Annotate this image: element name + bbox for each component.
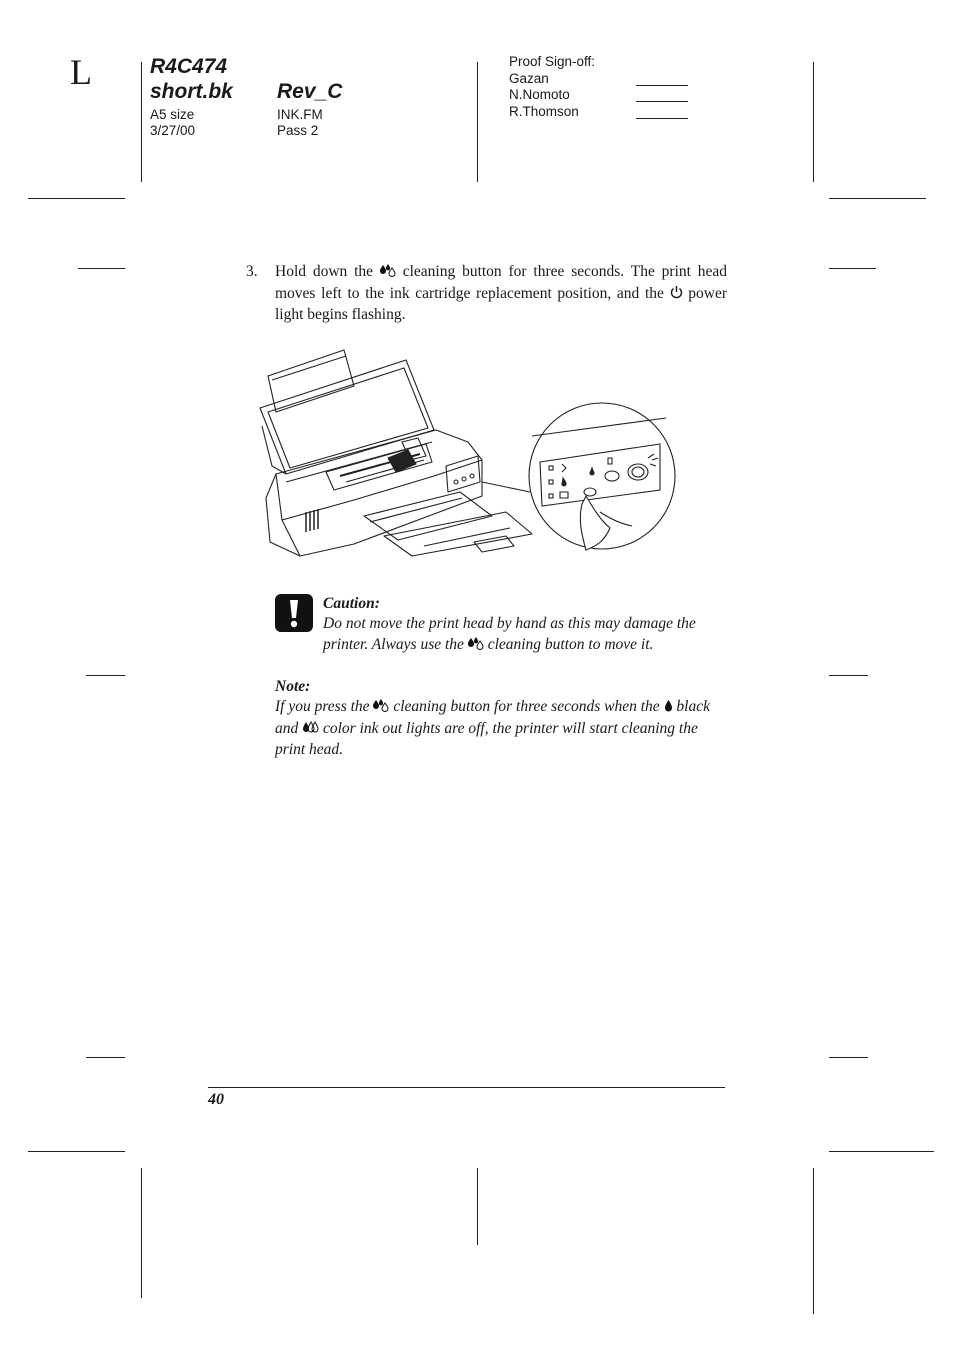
step-paragraph (275, 262, 727, 326)
caution-icon (275, 594, 313, 632)
caution-title: Caution: (323, 595, 380, 612)
book-code: R4C474 (150, 55, 228, 78)
crop-mark (829, 1151, 934, 1152)
note-text (275, 697, 720, 761)
crop-mark (141, 1168, 142, 1298)
note-body: cleaning button for three seconds when the (393, 698, 660, 715)
cleaning-button-icon (468, 636, 484, 657)
caution-body: cleaning button to move it. (487, 635, 654, 653)
proof-title: Proof Sign-off: (509, 54, 596, 69)
power-icon (670, 285, 683, 306)
corner-letter: L (70, 52, 92, 92)
cleaning-button-icon (380, 263, 396, 284)
crop-mark (141, 62, 142, 182)
black-ink-drop-icon (664, 698, 673, 719)
file-name: INK.FM (277, 107, 323, 122)
crop-mark (86, 1057, 125, 1058)
signature-line (636, 118, 688, 119)
pass: Pass 2 (277, 123, 319, 138)
crop-mark (829, 1057, 868, 1058)
signature-line (636, 101, 688, 102)
note-body: black and (275, 698, 710, 737)
step-number: 3. (246, 263, 258, 280)
note-body: If you press the (275, 698, 370, 715)
printer-illustration (256, 346, 680, 566)
crop-mark (86, 675, 125, 676)
crop-mark (813, 1168, 814, 1314)
caution-text (323, 614, 728, 656)
step-text: Hold down the (275, 263, 374, 280)
step-text: power light begins flashing. (275, 284, 727, 323)
cleaning-button-icon (373, 698, 389, 719)
date: 3/27/00 (150, 123, 196, 138)
crop-mark (829, 198, 926, 199)
caution-body: Do not move the print head by hand as this may damage the printer. Always use the (323, 615, 696, 653)
exclamation-icon (275, 594, 313, 632)
crop-mark (477, 62, 478, 182)
step-text: cleaning button for three seconds. The print head moves left to the ink cartridge replacement position, and the (275, 263, 728, 302)
crop-mark (28, 1151, 125, 1152)
revision: Rev_C (277, 80, 343, 103)
crop-mark (829, 268, 876, 269)
page-size: A5 size (150, 107, 195, 122)
crop-mark (813, 62, 814, 182)
note-title: Note: (275, 678, 311, 695)
crop-mark (78, 268, 125, 269)
note-body: color ink out lights are off, the printer will start cleaning the print head. (275, 719, 698, 758)
book-file: short.bk (150, 80, 233, 103)
footer-rule (208, 1087, 725, 1088)
signature-line (636, 85, 688, 86)
page-number: 40 (208, 1091, 224, 1108)
signer-name: Gazan (509, 71, 549, 86)
signer-name: R.Thomson (509, 104, 579, 119)
crop-mark (28, 198, 125, 199)
crop-mark (829, 675, 868, 676)
signer-name: N.Nomoto (509, 87, 570, 102)
crop-mark (477, 1168, 478, 1245)
color-ink-drops-icon (302, 720, 319, 741)
